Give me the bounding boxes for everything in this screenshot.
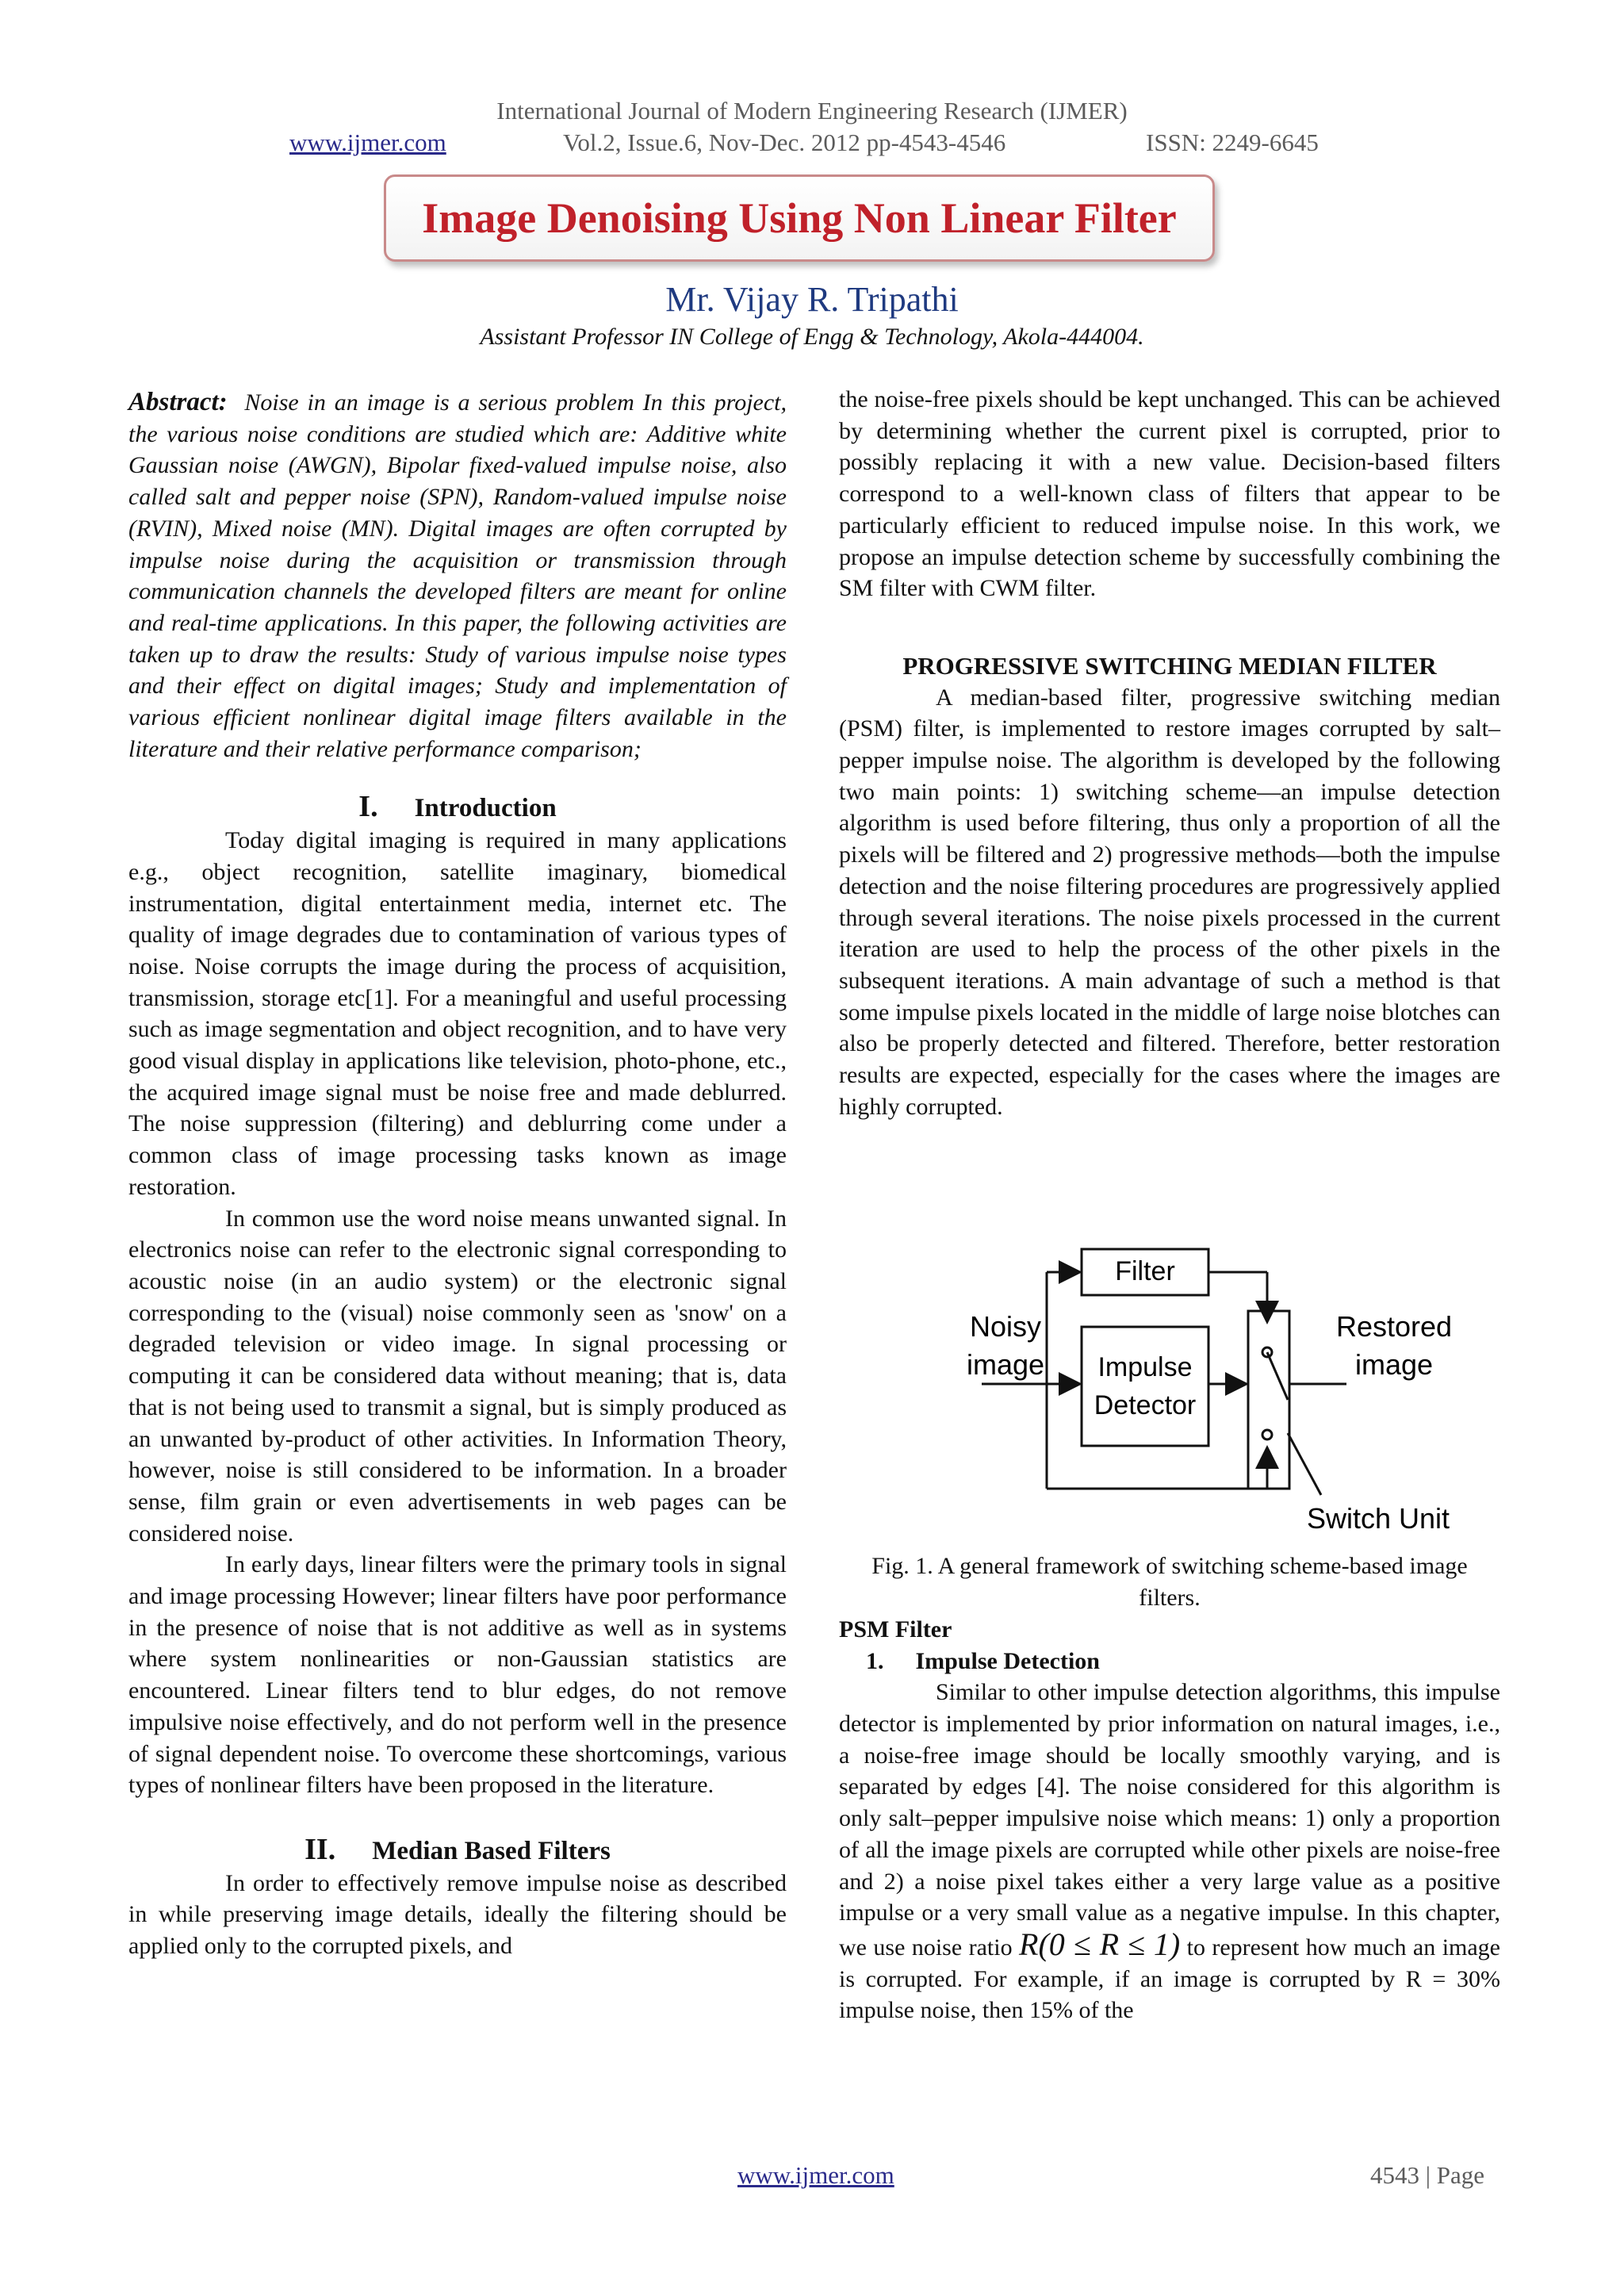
intro-paragraph-1: Today digital imaging is required in many applications e.g., object recognition, satellite imaginary, biomedical instrumentation, digital entertainment media, internet etc. The quality of image degrades due to contamination of various types of noise. Noise corrupts the image during the process of acquisition, transmission, storage etc[1]. For a meaningful and useful processing such as image segmentation and object recognition, and to have very good visual display in applications like television, photo-phone, etc., the acquired image signal must be noise free and made deblurred. The noise suppression (filtering) and deblurring come under a common class of image processing tasks known as image restoration. xyxy=(128,827,787,1200)
journal-name: International Journal of Modern Engineering Research (IJMER) xyxy=(496,97,1128,125)
right-paragraph-1: the noise-free pixels should be kept unchanged. This can be achieved by determining whether the current pixel is corrupted, prior to possibly replacing it with a new value. Decision-based filters correspond to a well-known class of filters that appear to be particularly efficient to reduced impulse noise. In this work, we propose an impulse detection scheme by successfully combining the SM filter with CWM filter. xyxy=(839,386,1500,602)
median-paragraph-1: In order to effectively remove impulse noise as described in while preserving image details, ideally the filtering should be applied only to the corrupted pixels, and xyxy=(128,1869,787,1960)
noise-ratio-formula: R(0 ≤ R ≤ 1) xyxy=(1019,1926,1181,1962)
switch-pointer xyxy=(1288,1433,1321,1495)
switch-label: Switch Unit xyxy=(1306,1502,1450,1535)
switch-contact-bottom xyxy=(1262,1430,1272,1439)
impulse-detection-heading: 1. Impulse Detection xyxy=(866,1647,1100,1674)
restored-label-1: Restored xyxy=(1335,1310,1453,1343)
detector-block xyxy=(1082,1327,1208,1446)
affiliation: Assistant Professor IN College of Engg & Technology, Akola-444004. xyxy=(480,324,1144,350)
abstract-label: Abstract: xyxy=(128,388,228,416)
figure-1 xyxy=(839,1233,1500,1550)
title-box xyxy=(384,174,1215,262)
noisy-label-2: image xyxy=(966,1348,1045,1382)
switch-block xyxy=(1248,1311,1289,1489)
switching-framework-diagram xyxy=(839,1233,1500,1550)
left-column xyxy=(128,387,787,1962)
page-number: 4543 | Page xyxy=(1370,2161,1484,2189)
intro-paragraph-3: In early days, linear filters were the primary tools in signal and image processing However; linear filters have poor performance in the presence of noise that is not additive as well as in systems where system nonlinearities or non-Gaussian statistics are encountered. Linear filters tend to blur edges, do not remove impulsive noise effectively, and do not perform well in the presence of signal dependent noise. To overcome these shortcomings, various types of nonlinear filters have been proposed in the literature. xyxy=(128,1551,787,1799)
volume-info: Vol.2, Issue.6, Nov-Dec. 2012 pp-4543-4546 xyxy=(563,128,1006,156)
right-column xyxy=(839,384,1500,2026)
impulse-paragraph: Similar to other impulse detection algorithms, this impulse detector is implemented by prior information on natural images, i.e., a noise-free image should be locally smoothly varying, and is separated by edges [4]. The noise considered for this algorithm is only salt–pepper impulsive noise which means: 1) only a proportion of all the image pixels are corrupted while other pixels are noise-free and 2) a noise pixel takes either a very large value as a positive impulse or a very small value as a negative impulse. In this chapter, we use noise ratio R(0 ≤ R ≤ 1) to represent how much an image is corrupted. For example, if an image is corrupted by R = 30% impulse noise, then 15% of the xyxy=(839,1679,1500,2024)
switch-arm xyxy=(1267,1352,1288,1400)
author: Mr. Vijay R. Tripathi xyxy=(665,280,959,319)
paper-title: Image Denoising Using Non Linear Filter xyxy=(422,194,1177,242)
footer-url-link[interactable]: www.ijmer.com xyxy=(737,2161,894,2189)
issn: ISSN: 2249-6645 xyxy=(1146,128,1319,156)
section-heading-introduction: I. Introduction xyxy=(358,790,557,824)
psm-paragraph: A median-based filter, progressive switching median (PSM) filter, is implemented to restore images corrupted by salt–pepper impulse noise. The algorithm is developed by the following two main points: 1) switching scheme—an impulse detection algorithm is used before filtering, thus only a proportion of all the pixels will be filtered and 2) progressive methods—both the impulse detection and the noise filtering procedures are progressively applied through several iterations. The noise pixels processed in the current iteration are used to help the process of the other pixels in the subsequent iterations. A main advantage of such a method is that some impulse pixels located in the middle of large noise blotches can also be properly detected and filtered. Therefore, better restoration results are expected, especially for the cases where the images are highly corrupted. xyxy=(839,684,1500,1120)
abstract xyxy=(128,387,787,765)
detector-label-1: Impulse xyxy=(1097,1352,1193,1383)
filter-label: Filter xyxy=(1115,1256,1175,1287)
noisy-label-1: Noisy xyxy=(969,1310,1042,1343)
figure-caption: Fig. 1. A general framework of switching scheme-based image filters. xyxy=(871,1553,1468,1612)
journal-url-link[interactable]: www.ijmer.com xyxy=(289,128,446,156)
intro-paragraph-2: In common use the word noise means unwanted signal. In electronics noise can refer to the electronic signal corresponding to acoustic noise (in an audio system) or the electronic signal corresponding to the (visual) noise commonly seen as 'snow' on a degraded television or video image. In signal processing or computing it can be considered data without meaning; that is, data that is not being used to transmit a signal, but is simply produced as an unwanted by-product of other activities. In Information Theory, however, noise is still considered to be information. In a broader sense, film grain or even advertisements in web pages can be considered noise. xyxy=(128,1205,787,1547)
abstract-text: Noise in an image is a serious problem In this project, the various noise conditions are studied which are: Additive white Gaussian noise (AWGN), Bipolar fixed-valued impulse noise, also called salt and pepper noise (SPN), Random-valued impulse noise (RVIN), Mixed noise (MN). Digital images are often corrupted by impulse noise during the acquisition or transmission through communication channels the developed filters are meant for online and real-time applications. In this paper, the following activities are taken up to draw the results: Study of various impulse noise types and their effect on digital images; Study and implementation of various efficient nonlinear digital image filters available in the literature and their relative performance comparison; xyxy=(128,389,787,762)
psm-filter-heading: PSM Filter xyxy=(839,1616,952,1642)
detector-label-2: Detector xyxy=(1094,1390,1197,1421)
section-heading-median: II. Median Based Filters xyxy=(304,1832,611,1866)
restored-label-2: image xyxy=(1354,1348,1434,1382)
psm-heading: PROGRESSIVE SWITCHING MEDIAN FILTER xyxy=(902,651,1437,680)
